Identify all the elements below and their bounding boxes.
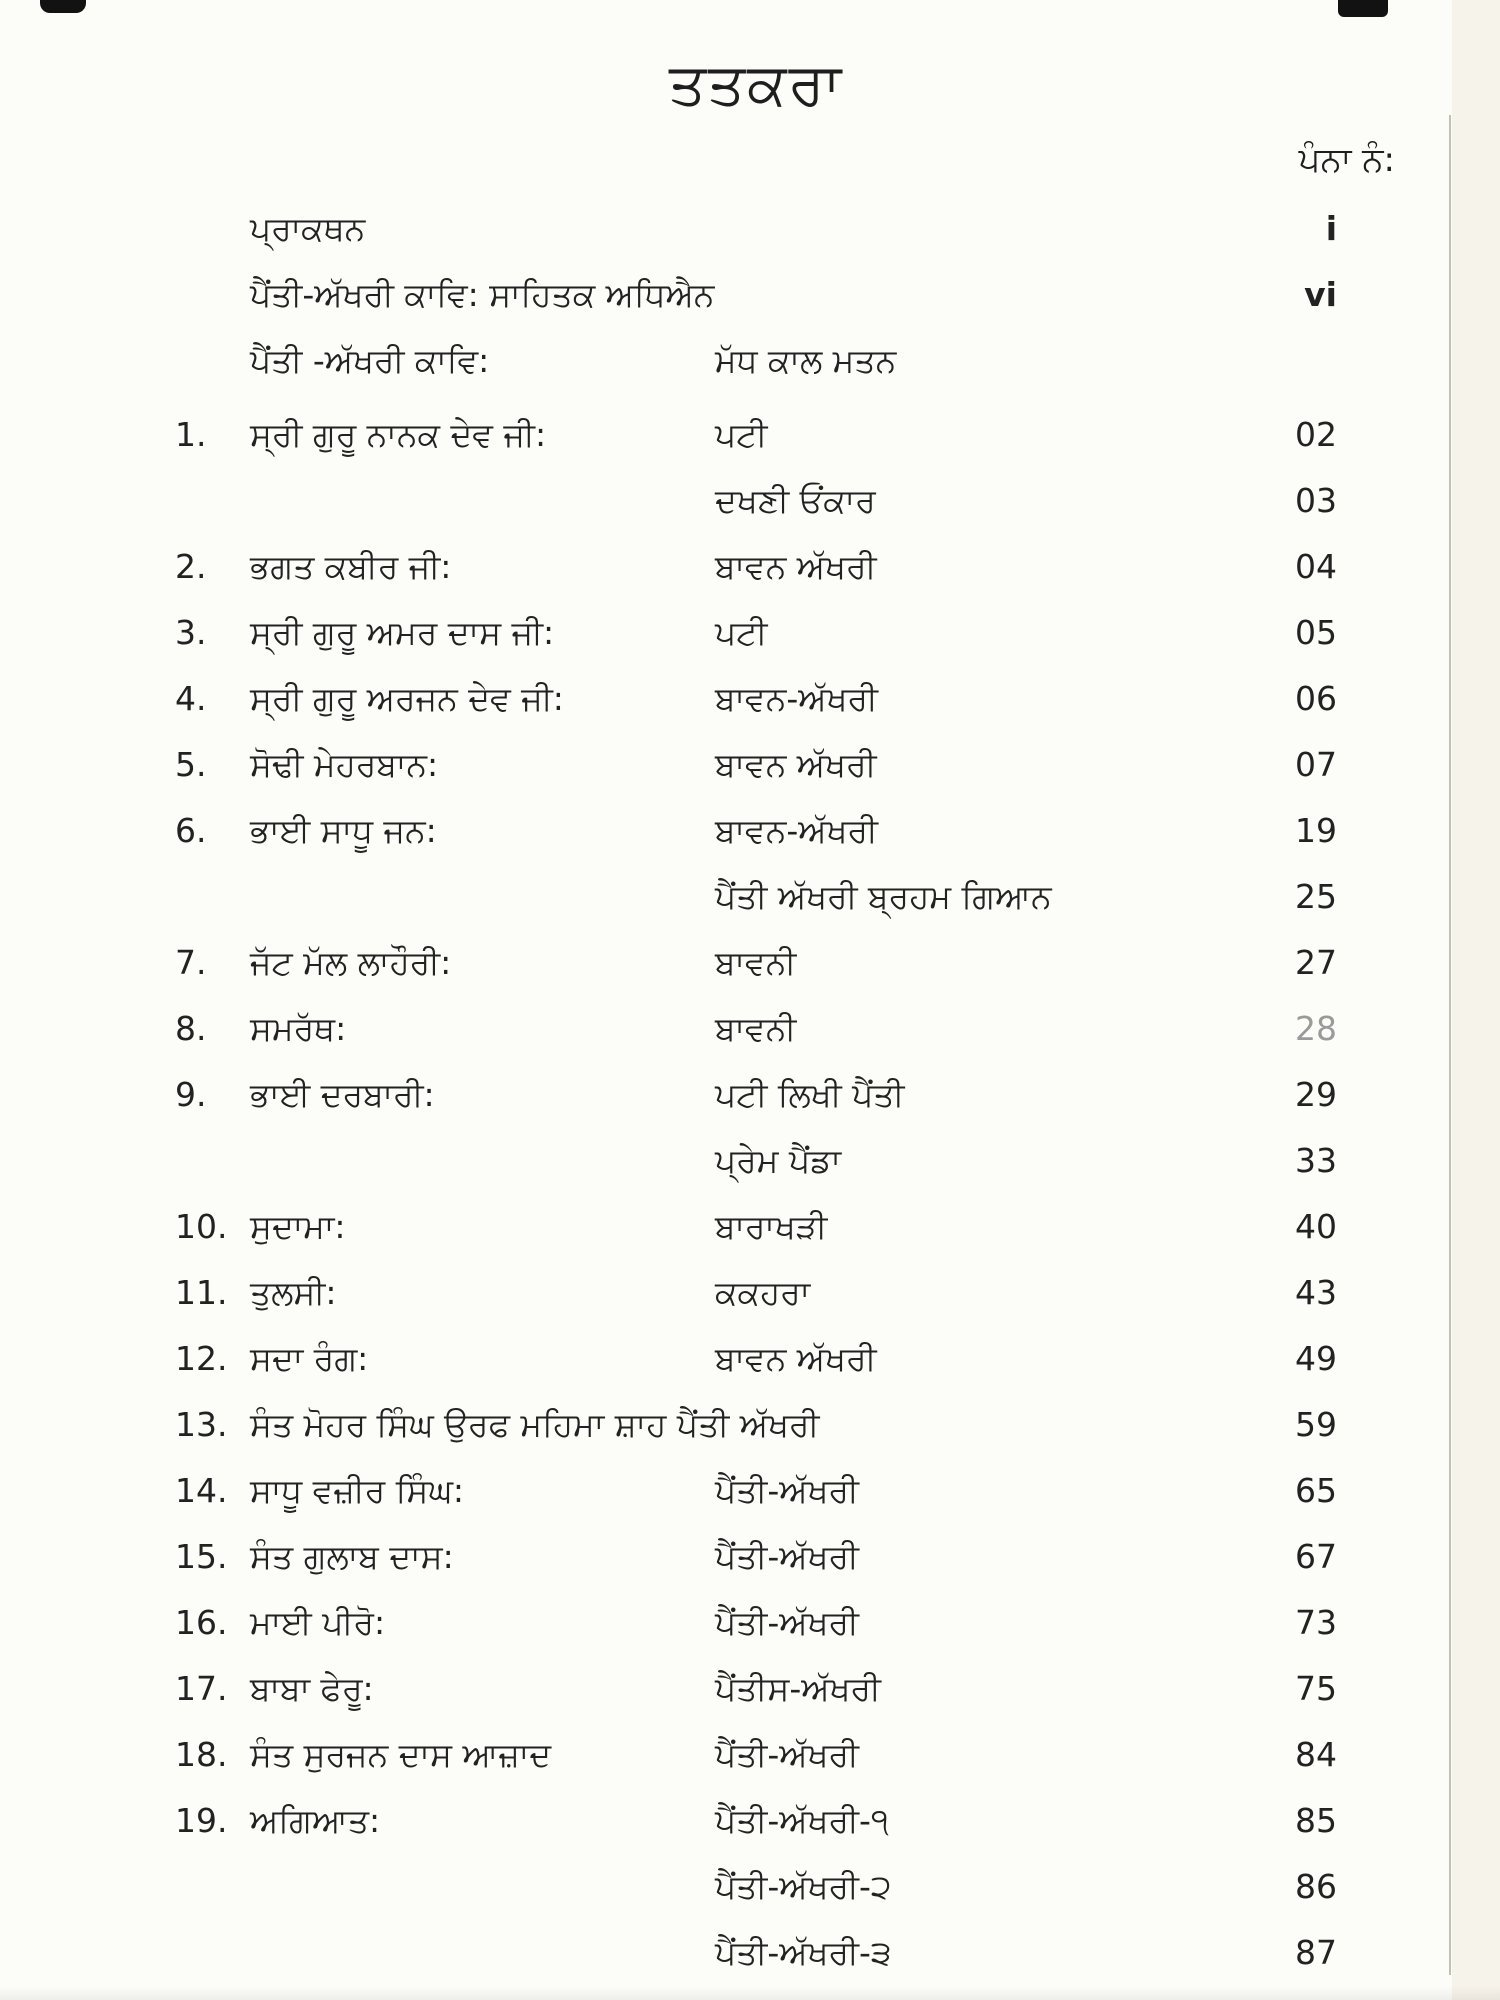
entry-page-number: 59 [1295,1405,1337,1444]
entry-page-number: 75 [1295,1669,1337,1708]
toc-entry-line [175,798,1337,864]
toc-content [175,0,1395,1986]
toc-entry-line [175,1260,1337,1326]
entry-page-number: 27 [1295,943,1337,982]
toc-entry-line [175,1590,1337,1656]
entry-number: 16. [175,1603,228,1642]
toc-entry-line [175,1392,1337,1458]
toc-entry-line [175,666,1337,732]
entry-work-title: ਪੈਂਤੀ ਅੱਖਰੀ ਬ੍ਰਹਮ ਗਿਆਨ [715,877,1052,916]
entry-author: ਭਾਈ ਸਾਧੂ ਜਨ: [250,811,437,850]
entry-work-title: ਦਖਣੀ ਓਂਕਾਰ [715,481,876,520]
entry-page-number: 25 [1295,877,1337,916]
toc-entry-line [175,1062,1337,1128]
entry-work-title: ਪੈਂਤੀ-ਅੱਖਰੀ [715,1537,859,1576]
entry-number: 2. [175,547,207,586]
entry-page-number: 29 [1295,1075,1337,1114]
scan-edge-line [1449,115,1451,1975]
entry-page-number: 73 [1295,1603,1337,1642]
entry-author: ਭਗਤ ਕਬੀਰ ਜੀ: [250,547,452,586]
entry-page-number: 06 [1295,679,1337,718]
page-number-column-header: ਪੰਨਾ ਨੰ: [1298,140,1395,180]
entry-page-number: 67 [1295,1537,1337,1576]
entry-author: ਬਾਬਾ ਫੇਰੂ: [250,1669,374,1708]
entry-work-title: ਕਕਹਰਾ [715,1273,811,1312]
entry-page-number: 04 [1295,547,1337,586]
entry-number: 3. [175,613,207,652]
toc-entry-line [175,534,1337,600]
toc-entry-line [175,1326,1337,1392]
toc-entry-line [175,402,1337,468]
scan-corner-mark-right [1338,0,1388,17]
entry-number: 19. [175,1801,228,1840]
entry-author: ਭਾਈ ਦਰਬਾਰੀ: [250,1075,435,1114]
front-matter-label: ਪੈਂਤੀ -ਅੱਖਰੀ ਕਾਵਿ: [250,341,490,380]
entry-number: 5. [175,745,207,784]
entry-page-number: 86 [1295,1867,1337,1906]
entry-page-number: 05 [1295,613,1337,652]
entry-page-number: 28 [1295,1009,1337,1048]
entry-author: ਸੰਤ ਗੁਲਾਬ ਦਾਸ: [250,1537,454,1576]
entry-work-title: ਬਾਰਾਖੜੀ [715,1207,828,1246]
toc-entry-line [175,930,1337,996]
entry-work-title: ਪ੍ਰੇਮ ਪੈਂਡਾ [715,1141,842,1180]
toc-entry-line [175,1722,1337,1788]
entry-work-title: ਬਾਵਨ ਅੱਖਰੀ [715,745,877,784]
scan-corner-mark-left [40,0,86,13]
front-matter-row [175,196,1337,262]
entry-number: 4. [175,679,207,718]
front-matter-row [175,262,1337,328]
entry-page-number: 40 [1295,1207,1337,1246]
toc-entry-line [175,1788,1337,1854]
entry-work-title: ਪੈਂਤੀ-ਅੱਖਰੀ [715,1603,859,1642]
entry-page-number: 49 [1295,1339,1337,1378]
toc-entry-line [175,1524,1337,1590]
entry-author: ਸੋਢੀ ਮੇਹਰਬਾਨ: [250,745,439,784]
entry-number: 6. [175,811,207,850]
toc-entry-line [175,600,1337,666]
entry-work-title: ਬਾਵਨੀ [715,1009,797,1048]
entry-work-title: ਬਾਵਨ-ਅੱਖਰੀ [715,679,878,718]
entry-work-title: ਬਾਵਨ ਅੱਖਰੀ [715,1339,877,1378]
entry-work-title: ਪਟੀ [715,613,768,652]
toc-entry-line [175,1458,1337,1524]
toc-entry-line [175,1194,1337,1260]
entry-author: ਸਦਾ ਰੰਗ: [250,1339,369,1378]
entry-work-title: ਪੈਂਤੀ-ਅੱਖਰੀ-੩ [715,1933,892,1972]
entry-author: ਤੁਲਸੀ: [250,1273,337,1312]
entry-author: ਸ੍ਰੀ ਗੁਰੂ ਅਰਜਨ ਦੇਵ ਜੀ: [250,679,564,718]
entry-number: 13. [175,1405,228,1444]
entry-number: 14. [175,1471,228,1510]
entry-number: 9. [175,1075,207,1114]
entry-page-number: 02 [1295,415,1337,454]
front-matter-label: ਪੈਂਤੀ-ਅੱਖਰੀ ਕਾਵਿ: ਸਾਹਿਤਕ ਅਧਿਐਨ [250,275,715,314]
entry-page-number: 87 [1295,1933,1337,1972]
toc-entry-line [175,1920,1337,1986]
entry-author: ਸ੍ਰੀ ਗੁਰੂ ਅਮਰ ਦਾਸ ਜੀ: [250,613,555,652]
toc-entry-line [175,1854,1337,1920]
entry-work-title: ਪੈਂਤੀ-ਅੱਖਰੀ [715,1471,859,1510]
entry-page-number: 43 [1295,1273,1337,1312]
toc-entries [175,402,1337,1986]
entry-work-title: ਬਾਵਨ-ਅੱਖਰੀ [715,811,878,850]
entry-work-title: ਬਾਵਨੀ [715,943,797,982]
front-matter-label: ਪ੍ਰਾਕਥਨ [250,209,366,248]
entry-work-title: ਪੈਂਤੀਸ-ਅੱਖਰੀ [715,1669,881,1708]
entry-number: 18. [175,1735,228,1774]
entry-page-number: 33 [1295,1141,1337,1180]
entry-work-title: ਪੈਂਤੀ-ਅੱਖਰੀ-੨ [715,1867,892,1906]
entry-number: 17. [175,1669,228,1708]
toc-entry-line [175,1656,1337,1722]
scan-margin-strip [1452,0,1500,2000]
toc-entry-line [175,732,1337,798]
entry-work-title: ਬਾਵਨ ਅੱਖਰੀ [715,547,877,586]
toc-entry-line [175,864,1337,930]
entry-number: 12. [175,1339,228,1378]
front-matter-page-number: i [1325,209,1337,248]
entry-author: ਸਮਰੱਥ: [250,1009,347,1048]
entry-page-number: 84 [1295,1735,1337,1774]
entry-work-title: ਪਟੀ [715,415,768,454]
entry-number: 10. [175,1207,228,1246]
page-title: ਤਤਕਰਾ [668,50,844,118]
entry-page-number: 85 [1295,1801,1337,1840]
entry-number: 1. [175,415,207,454]
entry-page-number: 03 [1295,481,1337,520]
front-matter-page-number: vi [1304,275,1337,314]
entry-page-number: 19 [1295,811,1337,850]
entry-author: ਸ੍ਰੀ ਗੁਰੂ ਨਾਨਕ ਦੇਵ ਜੀ: [250,415,547,454]
entry-number: 7. [175,943,207,982]
entry-number: 11. [175,1273,228,1312]
toc-entry-line [175,996,1337,1062]
entry-author: ਜੱਟ ਮੱਲ ਲਾਹੌਰੀ: [250,943,452,982]
toc-entry-line [175,1128,1337,1194]
entry-author: ਸੰਤ ਮੋਹਰ ਸਿੰਘ ਉਰਫ ਮਹਿਮਾ ਸ਼ਾਹ ਪੈਂਤੀ ਅੱਖਰੀ [250,1405,820,1444]
entry-author: ਸੁਦਾਮਾ: [250,1207,346,1246]
toc-entry-line [175,468,1337,534]
entry-work-title: ਪੈਂਤੀ-ਅੱਖਰੀ [715,1735,859,1774]
front-matter-row [175,328,1337,394]
entry-author: ਸਾਧੂ ਵਜ਼ੀਰ ਸਿੰਘ: [250,1471,465,1510]
entry-page-number: 65 [1295,1471,1337,1510]
front-matter [175,196,1337,394]
entry-author: ਸੰਤ ਸੁਰਜਨ ਦਾਸ ਆਜ਼ਾਦ [250,1735,552,1774]
entry-number: 15. [175,1537,228,1576]
entry-page-number: 07 [1295,745,1337,784]
entry-number: 8. [175,1009,207,1048]
scan-bottom-shadow [0,1986,1500,2000]
entry-author: ਅਗਿਆਤ: [250,1801,381,1840]
entry-author: ਮਾਈ ਪੀਰੋ: [250,1603,386,1642]
entry-work-title: ਪਟੀ ਲਿਖੀ ਪੈਂਤੀ [715,1075,905,1114]
entry-work-title: ਪੈਂਤੀ-ਅੱਖਰੀ-੧ [715,1801,889,1840]
front-matter-sublabel: ਮੱਧ ਕਾਲ ਮਤਨ [715,341,897,380]
